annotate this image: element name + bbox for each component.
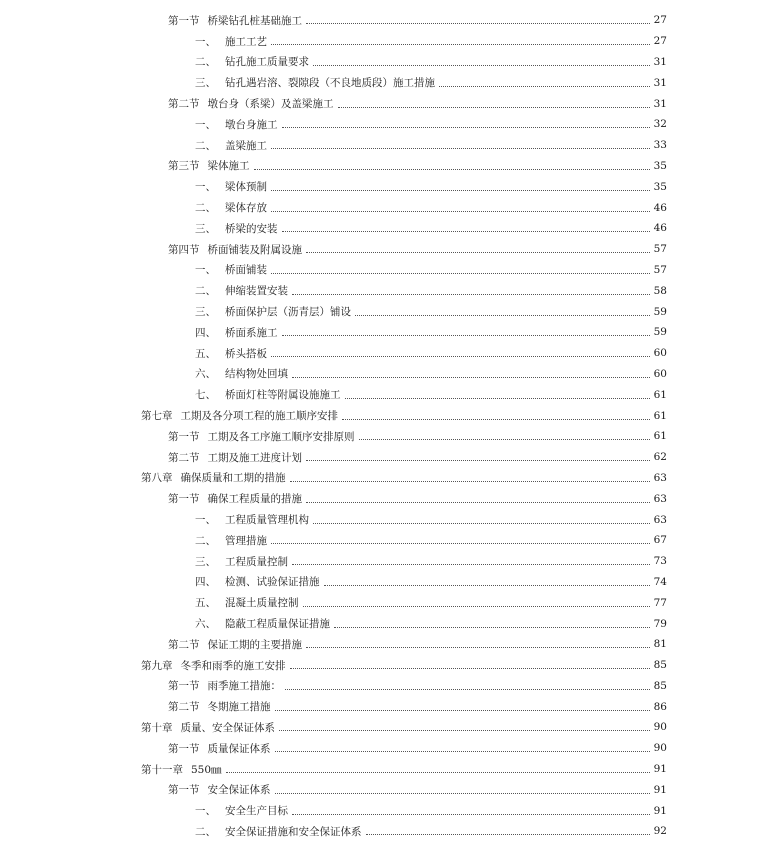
toc-entry-title: 质量、安全保证体系 <box>180 721 275 734</box>
toc-entry-title: 工程质量管理机构 <box>225 514 309 527</box>
toc-entry-number: 第二节 <box>168 701 200 714</box>
toc-entry-page: 92 <box>653 825 667 838</box>
toc-entry-title: 梁体预制 <box>225 181 267 194</box>
toc-entry-number: 五、 <box>195 347 216 360</box>
toc-entry-title: 保证工期的主要措施 <box>207 638 302 651</box>
toc-entry-page: 31 <box>653 76 667 89</box>
toc-entry[interactable] <box>0 260 781 281</box>
toc-entry[interactable] <box>0 426 781 447</box>
dot-leader <box>226 771 650 773</box>
toc-entry-page: 63 <box>653 513 667 526</box>
toc-entry-number: 第一节 <box>168 14 200 27</box>
toc-entry-page: 74 <box>653 575 667 588</box>
toc-entry-number: 第一节 <box>168 430 200 443</box>
toc-entry-title: 安全保证体系 <box>207 784 271 797</box>
toc-entry-number: 二、 <box>195 202 216 215</box>
table-of-contents <box>0 10 781 842</box>
toc-entry-page: 81 <box>653 638 667 651</box>
toc-entry-number: 二、 <box>195 534 216 547</box>
toc-entry-page: 35 <box>653 180 667 193</box>
toc-entry-page: 90 <box>653 742 667 755</box>
toc-entry-title: 结构物处回填 <box>225 368 288 381</box>
toc-entry-title: 盖梁施工 <box>225 139 267 152</box>
dot-leader <box>292 813 650 815</box>
dot-leader <box>306 251 650 253</box>
toc-entry-page: 59 <box>653 305 667 318</box>
dot-leader <box>345 397 650 399</box>
toc-entry[interactable] <box>0 696 781 717</box>
dot-leader <box>271 147 650 149</box>
toc-entry[interactable] <box>0 488 781 509</box>
toc-entry-title: 管理措施 <box>225 534 267 547</box>
toc-entry[interactable] <box>0 301 781 322</box>
toc-entry[interactable] <box>0 156 781 177</box>
toc-entry-number: 一、 <box>195 35 216 48</box>
toc-entry-title: 工程质量控制 <box>225 555 288 568</box>
toc-entry[interactable] <box>0 10 781 31</box>
toc-entry-number: 三、 <box>195 222 216 235</box>
toc-entry-page: 32 <box>653 118 667 131</box>
toc-entry-number: 一、 <box>195 181 216 194</box>
toc-entry-page: 60 <box>653 347 667 360</box>
toc-entry-title: 桥面铺装及附属设施 <box>207 243 302 256</box>
toc-entry-title: 混凝土质量控制 <box>225 597 299 610</box>
toc-entry-title: 确保工程质量的措施 <box>207 493 302 506</box>
dot-leader <box>290 667 650 669</box>
dot-leader <box>292 376 650 378</box>
dot-leader <box>271 210 650 212</box>
toc-entry[interactable] <box>0 218 781 239</box>
toc-entry-page: 61 <box>653 409 667 422</box>
toc-entry[interactable] <box>0 572 781 593</box>
toc-entry[interactable] <box>0 343 781 364</box>
toc-entry-page: 60 <box>653 367 667 380</box>
dot-leader <box>313 64 650 66</box>
toc-entry-page: 46 <box>653 201 667 214</box>
toc-entry-title: 施工工艺 <box>225 35 267 48</box>
dot-leader <box>254 168 650 170</box>
toc-entry-number: 第一节 <box>168 742 200 755</box>
toc-entry-page: 91 <box>653 804 667 817</box>
toc-entry-title: 桥面铺装 <box>225 264 267 277</box>
toc-entry[interactable] <box>0 779 781 800</box>
toc-entry-page: 27 <box>653 35 667 48</box>
toc-entry-page: 63 <box>653 492 667 505</box>
toc-entry-number: 一、 <box>195 264 216 277</box>
toc-entry-number: 第二节 <box>168 451 200 464</box>
toc-entry-title: 安全保证措施和安全保证体系 <box>225 825 362 838</box>
toc-entry[interactable] <box>0 239 781 260</box>
toc-entry[interactable] <box>0 468 781 489</box>
toc-entry-title: 工期及施工进度计划 <box>207 451 302 464</box>
toc-entry[interactable] <box>0 52 781 73</box>
dot-leader <box>279 729 650 731</box>
dot-leader <box>306 22 650 24</box>
toc-entry-number: 一、 <box>195 514 216 527</box>
toc-entry-number: 三、 <box>195 77 216 90</box>
dot-leader <box>355 314 650 316</box>
toc-entry-number: 二、 <box>195 139 216 152</box>
toc-entry[interactable] <box>0 509 781 530</box>
toc-entry-number: 第四节 <box>168 243 200 256</box>
dot-leader <box>282 126 650 128</box>
toc-entry[interactable] <box>0 738 781 759</box>
dot-leader <box>366 833 650 835</box>
toc-entry-title: 550㎜ <box>191 763 222 776</box>
toc-entry-title: 梁体施工 <box>207 160 250 173</box>
toc-entry-title: 工期及各分项工程的施工顺序安排 <box>180 410 338 423</box>
dot-leader <box>324 584 650 586</box>
dot-leader <box>306 501 650 503</box>
dot-leader <box>275 750 650 752</box>
toc-entry[interactable] <box>0 280 781 301</box>
toc-entry-page: 67 <box>653 534 667 547</box>
dot-leader <box>303 605 650 607</box>
toc-entry-title: 桥头搭板 <box>225 347 267 360</box>
toc-entry-number: 三、 <box>195 306 216 319</box>
toc-entry[interactable] <box>0 717 781 738</box>
dot-leader <box>306 459 650 461</box>
toc-entry[interactable] <box>0 551 781 572</box>
toc-entry-title: 质量保证体系 <box>207 742 271 755</box>
toc-entry-number: 第一节 <box>168 493 200 506</box>
toc-entry-title: 桥面保护层（沥青层）铺设 <box>225 306 351 319</box>
toc-entry[interactable] <box>0 384 781 405</box>
toc-entry[interactable] <box>0 676 781 697</box>
dot-leader <box>285 688 650 690</box>
toc-entry-number: 二、 <box>195 56 216 69</box>
toc-entry[interactable] <box>0 197 781 218</box>
toc-entry-page: 85 <box>653 679 667 692</box>
toc-entry-title: 工期及各工序施工顺序安排原则 <box>207 430 355 443</box>
toc-entry-number: 六、 <box>195 618 216 630</box>
toc-entry-number: 四、 <box>195 576 216 589</box>
toc-entry[interactable] <box>0 93 781 114</box>
toc-entry-page: 63 <box>653 471 667 484</box>
dot-leader <box>334 626 650 628</box>
toc-entry-page: 73 <box>653 555 667 568</box>
toc-entry-page: 57 <box>653 263 667 276</box>
toc-entry-number: 一、 <box>195 805 216 818</box>
toc-entry-title: 桥面灯柱等附属设施施工 <box>225 389 341 402</box>
toc-entry-title: 安全生产目标 <box>225 805 288 818</box>
dot-leader <box>359 438 650 440</box>
toc-entry-number: 二、 <box>195 825 216 838</box>
toc-entry-title: 桥梁的安装 <box>225 222 278 235</box>
toc-entry-number: 第七章 <box>141 410 173 423</box>
toc-entry[interactable] <box>0 405 781 426</box>
toc-entry-number: 三、 <box>195 555 216 568</box>
toc-entry[interactable] <box>0 613 781 634</box>
toc-entry-page: 62 <box>653 451 667 464</box>
toc-entry[interactable] <box>0 530 781 551</box>
dot-leader <box>282 334 650 336</box>
toc-entry-number: 第一节 <box>168 784 200 797</box>
toc-entry-title: 检测、试验保证措施 <box>225 576 320 589</box>
toc-entry[interactable] <box>0 364 781 385</box>
toc-entry-page: 91 <box>653 783 667 796</box>
toc-entry-number: 第九章 <box>141 659 173 672</box>
toc-entry-title: 墩台身（系梁）及盖梁施工 <box>207 98 334 111</box>
toc-entry-number: 第二节 <box>168 638 200 651</box>
toc-entry-page: 90 <box>653 721 667 734</box>
toc-entry-title: 伸缩装置安装 <box>225 285 288 298</box>
toc-entry[interactable] <box>0 31 781 52</box>
toc-entry[interactable] <box>0 655 781 676</box>
toc-entry[interactable] <box>0 322 781 343</box>
dot-leader <box>292 563 650 565</box>
toc-entry-page: 86 <box>653 700 667 713</box>
dot-leader <box>338 106 650 108</box>
toc-entry-title: 钻孔施工质量要求 <box>225 56 309 69</box>
toc-entry-number: 一、 <box>195 118 216 131</box>
toc-entry[interactable] <box>0 135 781 156</box>
toc-entry-title: 墩台身施工 <box>225 118 278 131</box>
toc-entry[interactable] <box>0 592 781 613</box>
toc-entry-page: 79 <box>653 617 667 630</box>
toc-entry[interactable] <box>0 114 781 135</box>
toc-entry-page: 85 <box>653 659 667 672</box>
toc-entry-page: 35 <box>653 159 667 172</box>
toc-entry-title: 桥面系施工 <box>225 326 278 339</box>
toc-entry-page: 46 <box>653 222 667 235</box>
dot-leader <box>292 293 650 295</box>
toc-entry-number: 第二节 <box>168 98 200 111</box>
toc-entry-page: 77 <box>653 596 667 609</box>
toc-entry[interactable] <box>0 72 781 93</box>
toc-entry-page: 31 <box>653 55 667 68</box>
dot-leader <box>282 230 650 232</box>
dot-leader <box>306 646 650 648</box>
toc-entry-number: 七、 <box>195 389 216 402</box>
toc-entry-number: 第三节 <box>168 160 200 173</box>
toc-entry-page: 57 <box>653 243 667 256</box>
toc-entry-title: 冬期施工措施 <box>207 701 271 714</box>
toc-entry-title: 桥梁钻孔桩基础施工 <box>207 14 302 27</box>
toc-entry-title: 隐蔽工程质量保证措施 <box>225 618 330 630</box>
toc-entry[interactable] <box>0 800 781 821</box>
toc-entry-title: 雨季施工措施： <box>207 680 281 693</box>
dot-leader <box>271 43 650 45</box>
toc-entry-number: 五、 <box>195 597 216 610</box>
dot-leader <box>439 85 650 87</box>
toc-entry-number: 二、 <box>195 285 216 298</box>
toc-entry-title: 确保质量和工期的措施 <box>180 472 286 485</box>
toc-entry[interactable] <box>0 821 781 842</box>
toc-entry[interactable] <box>0 759 781 780</box>
toc-entry-page: 27 <box>653 14 667 27</box>
toc-entry-title: 钻孔遇岩溶、裂隙段（不良地质段）施工措施 <box>225 77 435 90</box>
dot-leader <box>271 542 650 544</box>
toc-entry-number: 第十一章 <box>141 763 183 776</box>
dot-leader <box>271 355 650 357</box>
dot-leader <box>275 709 650 711</box>
dot-leader <box>342 418 650 420</box>
dot-leader <box>313 522 650 524</box>
toc-entry[interactable] <box>0 447 781 468</box>
toc-entry-number: 四、 <box>195 326 216 339</box>
toc-entry-page: 91 <box>653 763 667 776</box>
toc-entry-page: 59 <box>653 326 667 339</box>
dot-leader <box>271 189 650 191</box>
toc-entry-number: 第十章 <box>141 721 173 734</box>
dot-leader <box>290 480 650 482</box>
toc-entry-page: 58 <box>653 284 667 297</box>
dot-leader <box>275 792 650 794</box>
toc-entry-title: 冬季和雨季的施工安排 <box>180 659 286 672</box>
toc-entry-number: 六、 <box>195 368 216 381</box>
dot-leader <box>271 272 650 274</box>
toc-entry-page: 61 <box>653 388 667 401</box>
toc-entry[interactable] <box>0 634 781 655</box>
toc-entry-page: 61 <box>653 430 667 443</box>
toc-entry-title: 梁体存放 <box>225 202 267 215</box>
toc-entry-number: 第一节 <box>168 680 200 693</box>
toc-entry-number: 第八章 <box>141 472 173 485</box>
toc-entry[interactable] <box>0 176 781 197</box>
toc-entry-page: 31 <box>653 97 667 110</box>
toc-entry-page: 33 <box>653 139 667 152</box>
